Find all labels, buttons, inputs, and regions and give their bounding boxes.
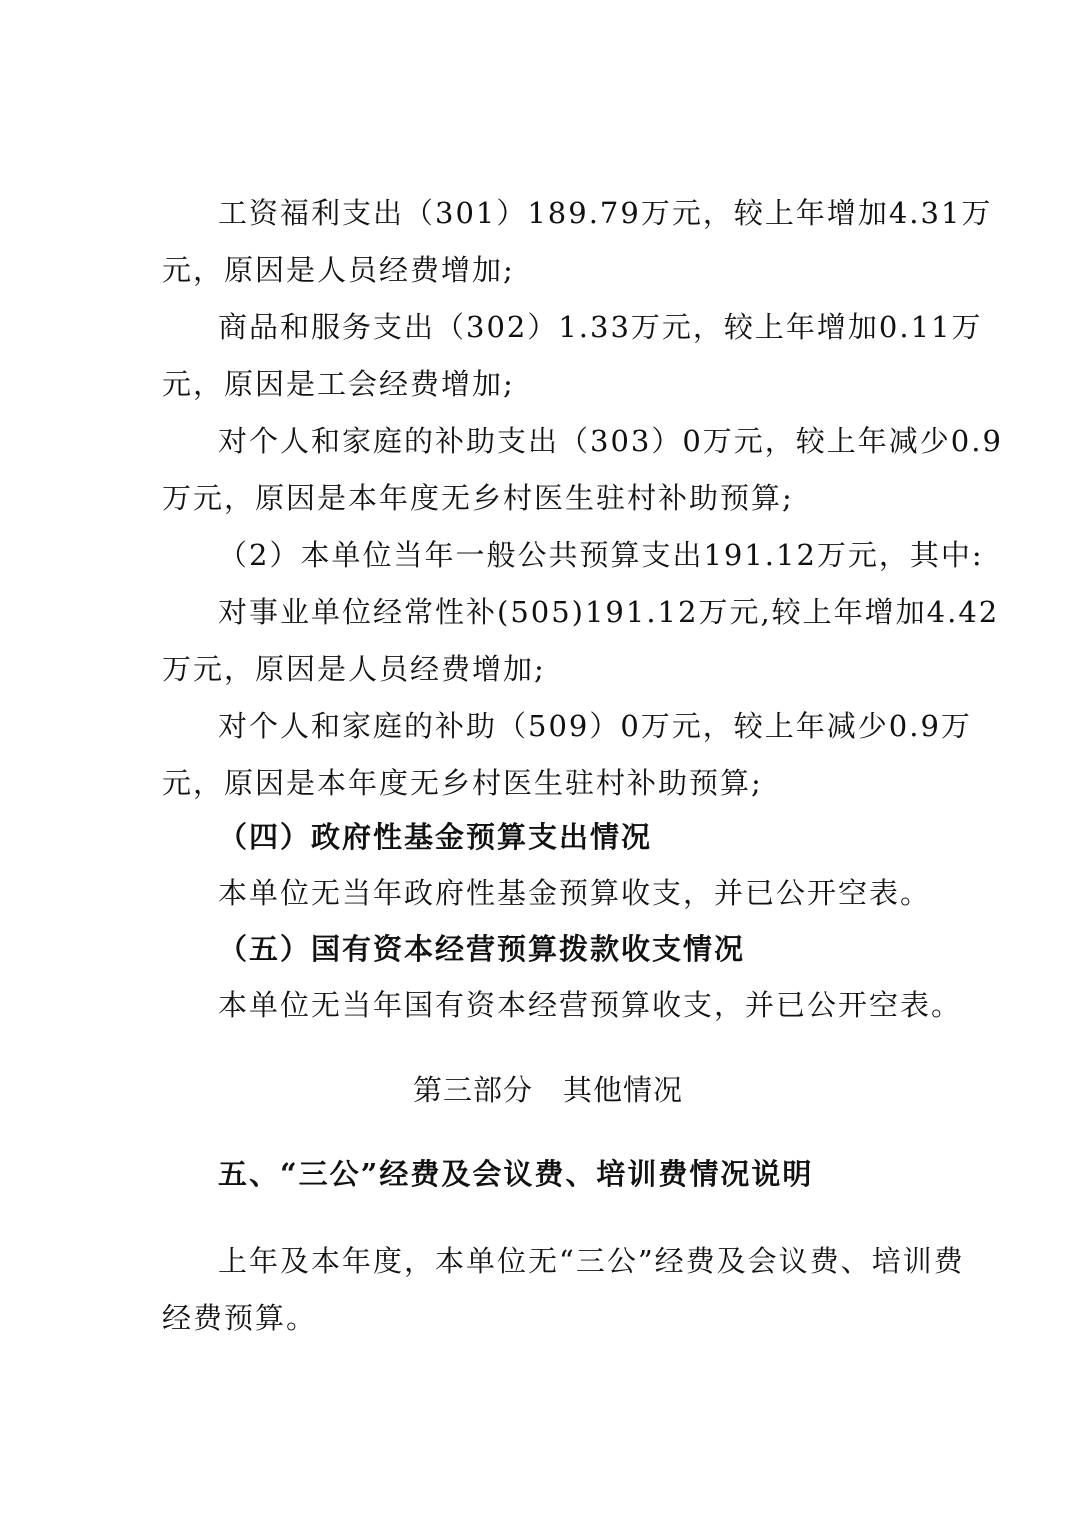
paragraph-line: 经费预算。 [162, 1301, 318, 1335]
paragraph-line: （2）本单位当年一般公共预算支出191.12万元，其中: [218, 538, 984, 572]
paragraph-line: 对事业单位经常性补(505)191.12万元,较上年增加4.42 [218, 595, 1000, 629]
paragraph-line: 工资福利支出（301）189.79万元，较上年增加4.31万 [218, 196, 993, 230]
paragraph-line: 上年及本年度，本单位无“三公”经费及会议费、培训费 [218, 1244, 965, 1278]
paragraph-line: 商品和服务支出（302）1.33万元，较上年增加0.11万 [218, 310, 983, 344]
paragraph-line: 本单位无当年国有资本经营预算收支，并已公开空表。 [218, 988, 963, 1022]
paragraph-line: 本单位无当年政府性基金预算收支，并已公开空表。 [218, 876, 932, 910]
section-heading-five: 五、“三公”经费及会议费、培训费情况说明 [218, 1157, 814, 1191]
paragraph-line: 对个人和家庭的补助（509）0万元，较上年减少0.9万 [218, 709, 972, 743]
paragraph-line: 元，原因是人员经费增加; [162, 253, 515, 287]
section-heading-4: （四）政府性基金预算支出情况 [218, 820, 653, 854]
paragraph-line: 元，原因是工会经费增加; [162, 367, 515, 401]
section-heading-5: （五）国有资本经营预算拨款收支情况 [218, 932, 746, 966]
paragraph-line: 元，原因是本年度无乡村医生驻村补助预算; [162, 766, 763, 800]
part-title: 第三部分 其他情况 [413, 1073, 684, 1107]
paragraph-line: 万元，原因是人员经费增加; [162, 652, 546, 686]
paragraph-line: 对个人和家庭的补助支出（303）0万元，较上年减少0.9 [218, 424, 1003, 458]
paragraph-line: 万元，原因是本年度无乡村医生驻村补助预算; [162, 481, 794, 515]
